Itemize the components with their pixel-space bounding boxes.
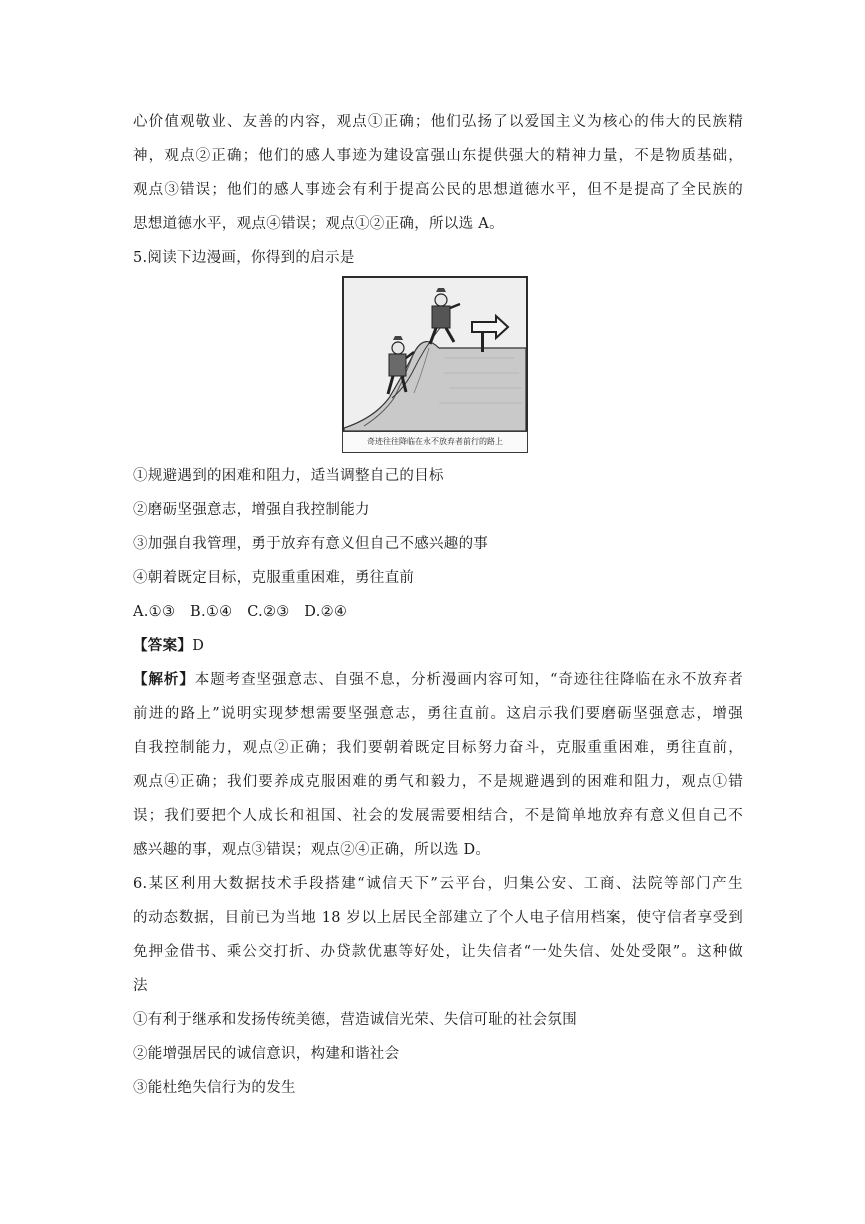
paragraph-line: 观点③错误；他们的感人事迹会有利于提高公民的思想道德水平，但不是提高了全民族的 [133, 182, 743, 198]
analysis-text: 本题考查坚强意志、自强不息，分析漫画内容可知，“奇迹往往降临在永不放弃者 [194, 672, 743, 688]
analysis-line: 观点④正确；我们要养成克服困难的勇气和毅力，不是规避遇到的困难和阻力，观点①错 [133, 774, 743, 790]
cartoon-caption: 奇迹往往降临在永不放弃者前行的路上 [342, 431, 528, 453]
q5-option-4: ④朝着既定目标，克服重重困难，勇往直前 [133, 570, 415, 586]
cartoon-image [342, 276, 528, 433]
q5-analysis-first-line [133, 670, 743, 690]
answer-label: 【答案】 [133, 637, 193, 654]
q5-option-1: ①规避遇到的困难和阻力，适当调整自己的目标 [133, 468, 444, 484]
q5-option-2: ②磨砺坚强意志，增强自我控制能力 [133, 502, 370, 518]
analysis-label: 【解析】 [133, 671, 195, 688]
q5-answer [133, 636, 743, 656]
answer-value: D [192, 638, 205, 654]
paragraph-line: 心价值观敬业、友善的内容，观点①正确；他们弘扬了以爱国主义为核心的伟大的民族精 [133, 114, 743, 130]
question-6-stem-line: 的动态数据，目前已为当地 18 岁以上居民全部建立了个人电子信用档案，使守信者享受到 [133, 910, 743, 926]
analysis-line: 感兴趣的事，观点③错误；观点②④正确，所以选 D。 [133, 842, 491, 858]
paragraph-line: 神，观点②正确；他们的感人事迹为建设富强山东提供强大的精神力量，不是物质基础， [133, 148, 743, 164]
climbing-cartoon-illustration [344, 278, 526, 431]
q6-option-3: ③能杜绝失信行为的发生 [133, 1080, 296, 1096]
q6-option-1: ①有利于继承和发扬传统美德，营造诚信光荣、失信可耻的社会氛围 [133, 1012, 577, 1028]
analysis-line: 误；我们要把个人成长和祖国、社会的发展需要相结合，不是简单地放弃有意义但自己不 [133, 808, 743, 824]
analysis-line: 自我控制能力，观点②正确；我们要朝着既定目标努力奋斗，克服重重困难，勇往直前， [133, 740, 743, 756]
q5-option-3: ③加强自我管理，勇于放弃有意义但自己不感兴趣的事 [133, 536, 489, 552]
q6-option-2: ②能增强居民的诚信意识，构建和谐社会 [133, 1046, 400, 1062]
cartoon-figure [342, 276, 528, 456]
q5-choices: A.①③ B.①④ C.②③ D.②④ [133, 604, 348, 620]
paragraph-line: 思想道德水平，观点④错误；观点①②正确，所以选 A。 [133, 216, 504, 232]
analysis-line: 前进的路上”说明实现梦想需要坚强意志，勇往直前。这启示我们要磨砺坚强意志，增强 [133, 706, 743, 722]
question-6-stem-line: 法 [133, 978, 148, 994]
question-6-stem-line: 免押金借书、乘公交打折、办贷款优惠等好处，让失信者“一处失信、处处受限”。这种做 [133, 944, 743, 960]
question-6-stem-line: 6.某区利用大数据技术手段搭建“诚信天下”云平台，归集公安、工商、法院等部门产生 [133, 876, 743, 892]
question-5-stem: 5.阅读下边漫画，你得到的启示是 [133, 250, 355, 266]
